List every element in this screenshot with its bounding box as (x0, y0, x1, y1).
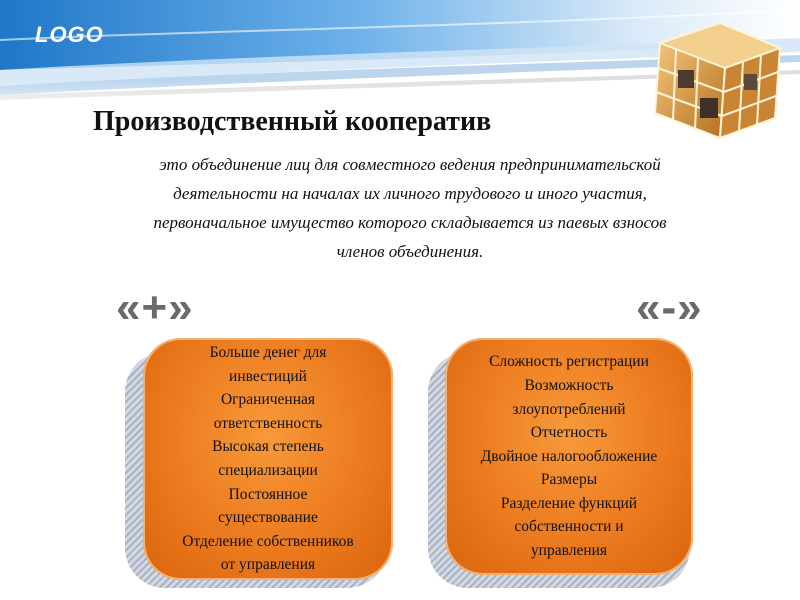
list-item: существование (218, 509, 318, 527)
page-title: Производственный кооператив (93, 106, 492, 137)
list-item: управления (530, 542, 608, 560)
list-item: Двойное налогообложение (480, 447, 658, 465)
definition-text: это объединение лиц для совместного ведения предпринимательской деятельности на началах их личного трудового и иного участия, первоначальное имущество которого складывается из паевых взносов членов объединения. (153, 155, 667, 261)
list-item: собственности и (514, 518, 624, 536)
list-item: ответственность (213, 414, 323, 432)
logo: LOGO (35, 22, 104, 47)
list-item: Отделение собственников (182, 532, 354, 550)
list-item: Разделение функций (500, 494, 638, 512)
cons-panel (445, 338, 693, 575)
list-item: Постоянное (228, 485, 308, 503)
list-item: Сложность регистрации (489, 353, 649, 371)
list-item: Ограниченная (220, 391, 316, 409)
cons-sign: «-» (636, 283, 703, 332)
pros-list (182, 341, 353, 577)
pros-sign: «+» (116, 283, 194, 332)
list-item: Размеры (540, 471, 598, 489)
cube-graphic (640, 8, 790, 143)
list-item: Возможность (524, 376, 614, 394)
list-item: специализации (218, 462, 318, 479)
list-item: Отчетность (530, 424, 608, 442)
list-item: Больше денег для (209, 344, 327, 362)
list-item: от управления (220, 556, 316, 574)
pros-panel (143, 338, 393, 580)
cons-list (481, 350, 658, 562)
list-item: злоупотреблений (512, 400, 626, 418)
list-item: инвестиций (229, 367, 307, 385)
list-item: Высокая степень (212, 438, 324, 456)
